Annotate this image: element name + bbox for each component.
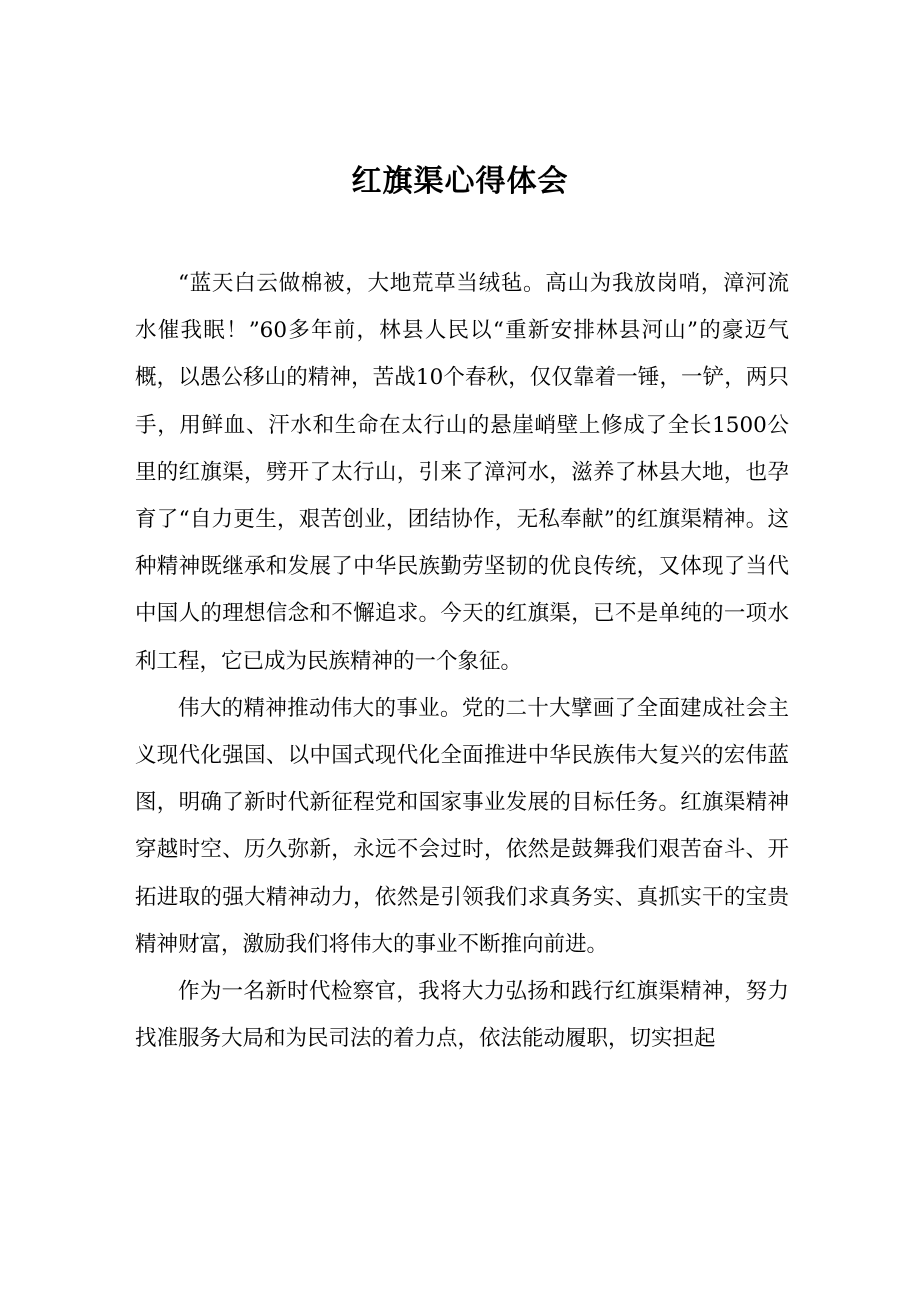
paragraph-2: 伟大的精神推动伟大的事业。党的二十大擘画了全面建成社会主义现代化强国、以中国式现代化全面推进中华民族伟大复兴的宏伟蓝图，明确了新时代新征程党和国家事业发展的目标任务。红旗渠精神穿越时空、历久弥新，永远不会过时，依然是鼓舞我们艰苦奋斗、开拓进取的强大精神动力，依然是引领我们求真务实、真抓实干的宝贵精神财富，激励我们将伟大的事业不断推向前进。: [135, 695, 789, 957]
document-title: 红旗渠心得体会: [351, 164, 569, 199]
document-body: [135, 260, 789, 1062]
paragraph-1: “蓝天白云做棉被，大地荒草当绒毡。高山为我放岗哨，漳河流水催我眠！”60多年前，林县人民以“重新安排林县河山”的豪迈气概，以愚公移山的精神，苦战10个春秋，仅仅靠着一锤，一铲，两只手，用鲜血、汗水和生命在太行山的悬崖峭壁上修成了全长1500公里的红旗渠，劈开了太行山，引来了漳河水，滋养了林县大地，也孕育了“自力更生，艰苦创业，团结协作，无私奉献”的红旗渠精神。这种精神既继承和发展了中华民族勤劳坚韧的优良传统，又体现了当代中国人的理想信念和不懈追求。今天的红旗渠，已不是单纯的一项水利工程，它已成为民族精神的一个象征。: [135, 271, 789, 674]
paragraph-3: 作为一名新时代检察官，我将大力弘扬和践行红旗渠精神，努力找准服务大局和为民司法的着力点，依法能动履职，切实担起: [135, 979, 789, 1052]
